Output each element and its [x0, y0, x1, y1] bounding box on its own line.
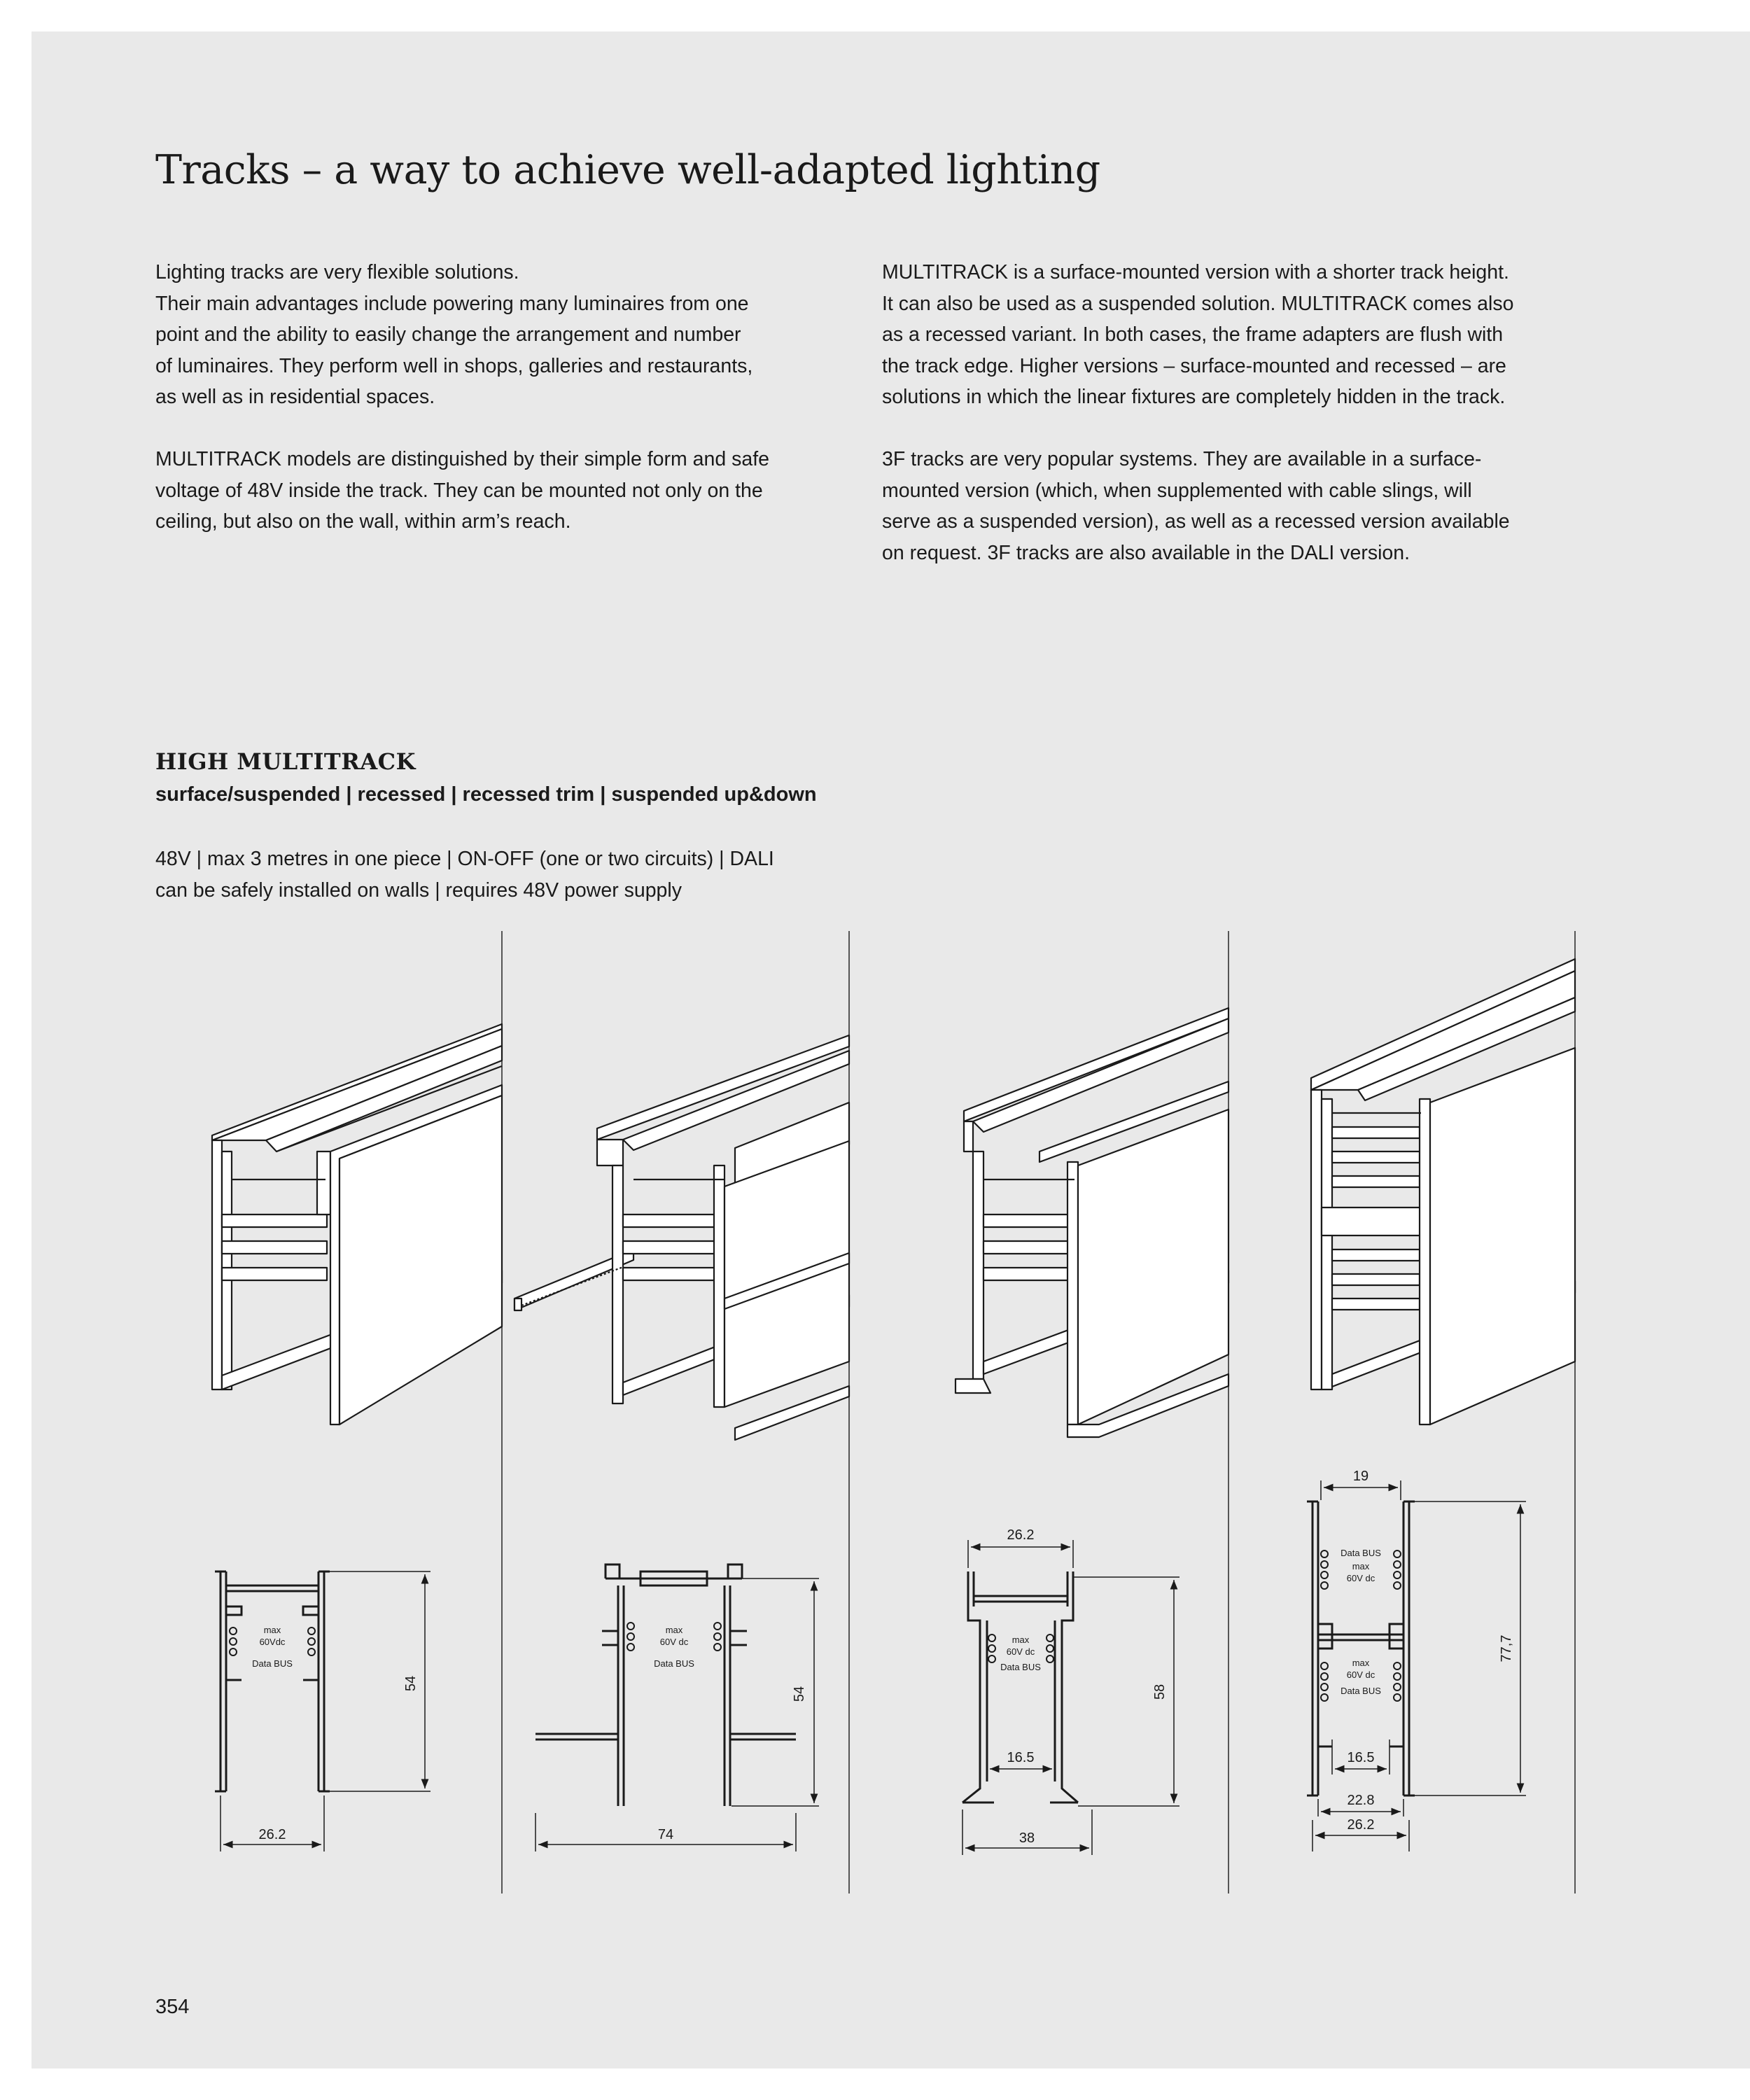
- section-outline: [536, 1564, 796, 1806]
- cross-section-surface: [215, 1572, 430, 1851]
- track-perspective-surface: [212, 1024, 502, 1424]
- voltage-label-top: 60V dc: [1346, 1573, 1376, 1583]
- dimension-height: 54: [403, 1675, 419, 1692]
- intro-left-paragraph-1: Lighting tracks are very flexible solutions. Their main advantages include powering many luminaires from one point and the ability to easily change the arrangement and number of luminaires. They perform well in shops, galleries and restaurants, as well as in residential spaces.: [155, 261, 753, 408]
- dimension-height: 58: [1152, 1684, 1168, 1700]
- cross-section-updown: [1307, 1469, 1526, 1851]
- dimension-mid: 22.8: [1347, 1793, 1375, 1808]
- voltage-max-label: max: [263, 1625, 281, 1635]
- dimension-height: 54: [792, 1686, 807, 1702]
- voltage-max-label: max: [1011, 1634, 1030, 1645]
- dimension-inner: 16.5: [1007, 1750, 1035, 1765]
- voltage-label: 60Vdc: [259, 1637, 286, 1647]
- voltage-max-label-top: max: [1352, 1561, 1370, 1572]
- voltage-label: 60V dc: [1006, 1646, 1035, 1657]
- section-subtitle: surface/suspended | recessed | recessed trim | suspended up&down: [155, 783, 817, 806]
- dimension-width: 26.2: [258, 1827, 286, 1842]
- dimension-lines: [962, 1540, 1180, 1855]
- data-bus-label: Data BUS: [1000, 1662, 1041, 1672]
- dimension-lines: [536, 1578, 819, 1851]
- intro-right-paragraph-1: MULTITRACK is a surface-mounted version with a shorter track height. It can also be used as a suspended solution. MULTITRACK comes also as a recessed variant. In both cases, the frame adapters are flush with the track edge. Higher versions – surface-mounted and recessed – are solutions in which the linear fixtures are completely hidden in the track.: [882, 261, 1514, 408]
- dimension-inner: 16.5: [1347, 1750, 1375, 1765]
- voltage-label: 60V dc: [659, 1637, 689, 1647]
- cross-section-trim: [962, 1527, 1180, 1855]
- section-title: HIGH MULTITRACK: [155, 748, 416, 775]
- dimension-width: 74: [657, 1827, 674, 1842]
- technical-drawings: [31, 31, 1750, 2068]
- dimension-width: 26.2: [1347, 1817, 1375, 1833]
- data-bus-label: Data BUS: [654, 1658, 694, 1669]
- section-outline: [962, 1572, 1078, 1802]
- spec-line: 48V | max 3 metres in one piece | ON-OFF (one or two circuits) | DALI: [155, 848, 774, 870]
- dimension-height: 77,7: [1499, 1634, 1514, 1662]
- track-perspective-trim: [955, 1008, 1228, 1437]
- section-outline: [215, 1572, 330, 1791]
- page-title: Tracks – a way to achieve well-adapted lighting: [155, 147, 1100, 193]
- track-perspective-updown: [1311, 959, 1575, 1424]
- dimension-lines: [220, 1572, 430, 1851]
- voltage-label-bottom: 60V dc: [1346, 1670, 1376, 1680]
- dimension-width: 38: [1018, 1830, 1035, 1846]
- intro-right-paragraph-2: 3F tracks are very popular systems. They are available in a surface- mounted version (which, when supplemented with cable slings, will serve as a suspended version), as well as a recessed version available on request. 3F tracks are also available in the DALI version.: [882, 448, 1510, 564]
- dimension-top: 26.2: [1007, 1527, 1035, 1543]
- data-bus-label-bottom: Data BUS: [1340, 1686, 1381, 1696]
- data-bus-label-top: Data BUS: [1340, 1548, 1381, 1558]
- dimension-top: 19: [1352, 1469, 1369, 1484]
- voltage-max-label: max: [665, 1625, 683, 1635]
- voltage-max-label-bottom: max: [1352, 1658, 1370, 1668]
- page-number: 354: [155, 1996, 190, 2018]
- track-perspective-recessed: [514, 1035, 849, 1440]
- data-bus-label: Data BUS: [252, 1658, 293, 1669]
- dimension-lines: [1312, 1480, 1526, 1851]
- spec-line: can be safely installed on walls | requires 48V power supply: [155, 878, 682, 902]
- catalog-page: [31, 31, 1750, 2068]
- intro-left-paragraph-2: MULTITRACK models are distinguished by their simple form and safe voltage of 48V inside the track. They can be mounted not only on the ceiling, but also on the wall, within arm’s reach.: [155, 448, 769, 533]
- cross-section-recessed: [536, 1564, 819, 1851]
